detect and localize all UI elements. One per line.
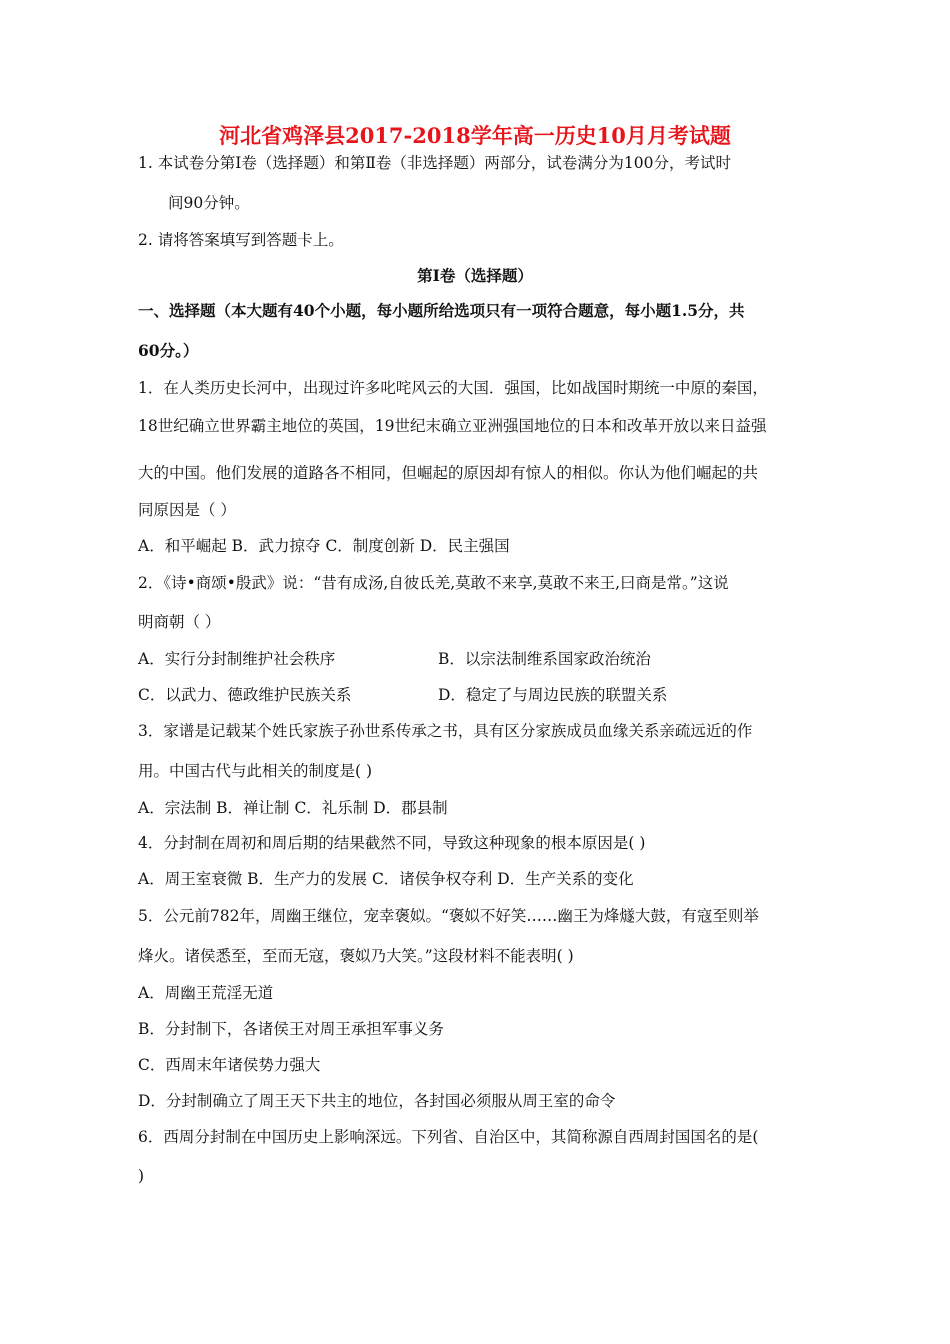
exam-title: 河北省鸡泽县2017-2018学年高一历史10月月考试题: [219, 123, 731, 148]
q5-option-c: C．西周末年诸侯势力强大: [138, 1056, 321, 1074]
q5-stem-line-1: 5．公元前782年，周幽王继位，宠幸褒姒。“褒姒不好笑……幽王为烽燧大鼓，有寇至则举: [138, 907, 759, 925]
q3-stem-line-2: 用。中国古代与此相关的制度是( ): [138, 762, 373, 780]
q5-option-b: B．分封制下，各诸侯王对周王承担军事义务: [138, 1020, 444, 1038]
part-heading-line-1: 一、选择题（本大题有40个小题，每小题所给选项只有一项符合题意，每小题1.5分，共: [138, 301, 745, 320]
q5-stem-line-2: 烽火。诸侯悉至，至而无寇，褒姒乃大笑。”这段材料不能表明( ): [138, 947, 574, 965]
q1-options: A．和平崛起 B．武力掠夺 C．制度创新 D．民主强国: [138, 537, 510, 555]
q1-stem-line-1: 1．在人类历史长河中，出现过许多叱咤风云的大国．强国，比如战国时期统一中原的秦国，: [138, 379, 768, 397]
q1-stem-line-3: 大的中国。他们发展的道路各不相同，但崛起的原因却有惊人的相似。你认为他们崛起的共: [138, 464, 759, 482]
q2-option-c: C．以武力、德政维护民族关系: [138, 686, 352, 704]
q1-stem-line-2: 18世纪确立世界霸主地位的英国，19世纪末确立亚洲强国地位的日本和改革开放以来日益强: [138, 417, 767, 435]
part-heading-line-2: 60分。）: [138, 341, 199, 360]
q6-stem-line-2: ): [138, 1167, 145, 1185]
q3-stem-line-1: 3．家谱是记载某个姓氏家族子孙世系传承之书，具有区分家族成员血缘关系亲疏远近的作: [138, 722, 753, 740]
q1-stem-line-4: 同原因是（ ）: [138, 501, 236, 519]
section-title: 第Ⅰ卷（选择题）: [417, 266, 533, 285]
q5-option-a: A．周幽王荒淫无道: [138, 984, 274, 1002]
q2-option-d: D．稳定了与周边民族的联盟关系: [438, 686, 668, 704]
q2-stem-line-1: 2．《诗•商颂•殷武》说：“昔有成汤,自彼氐羌,莫敢不来享,莫敢不来王,曰商是常。”这说: [138, 574, 729, 592]
q4-stem: 4．分封制在周初和周后期的结果截然不同，导致这种现象的根本原因是( ): [138, 834, 646, 852]
q3-options: A．宗法制 B．禅让制 C．礼乐制 D．郡县制: [138, 799, 448, 817]
q4-options: A．周王室衰微 B．生产力的发展 C．诸侯争权夺利 D．生产关系的变化: [138, 870, 634, 888]
note-line-3: 2. 请将答案填写到答题卡上。: [138, 231, 344, 249]
q2-option-b: B．以宗法制维系国家政治统治: [438, 650, 651, 668]
note-line-1: 1. 本试卷分第Ⅰ卷（选择题）和第Ⅱ卷（非选择题）两部分，试卷满分为100分，考试时: [138, 154, 731, 172]
q5-option-d: D．分封制确立了周王天下共主的地位，各封国必须服从周王室的命令: [138, 1092, 616, 1110]
q6-stem-line-1: 6．西周分封制在中国历史上影响深远。下列省、自治区中，其简称源自西周封国国名的是(: [138, 1128, 759, 1146]
q2-stem-line-2: 明商朝（ ）: [138, 613, 221, 631]
q2-option-a: A．实行分封制维护社会秩序: [138, 650, 336, 668]
note-line-2: 间90分钟。: [168, 194, 250, 212]
